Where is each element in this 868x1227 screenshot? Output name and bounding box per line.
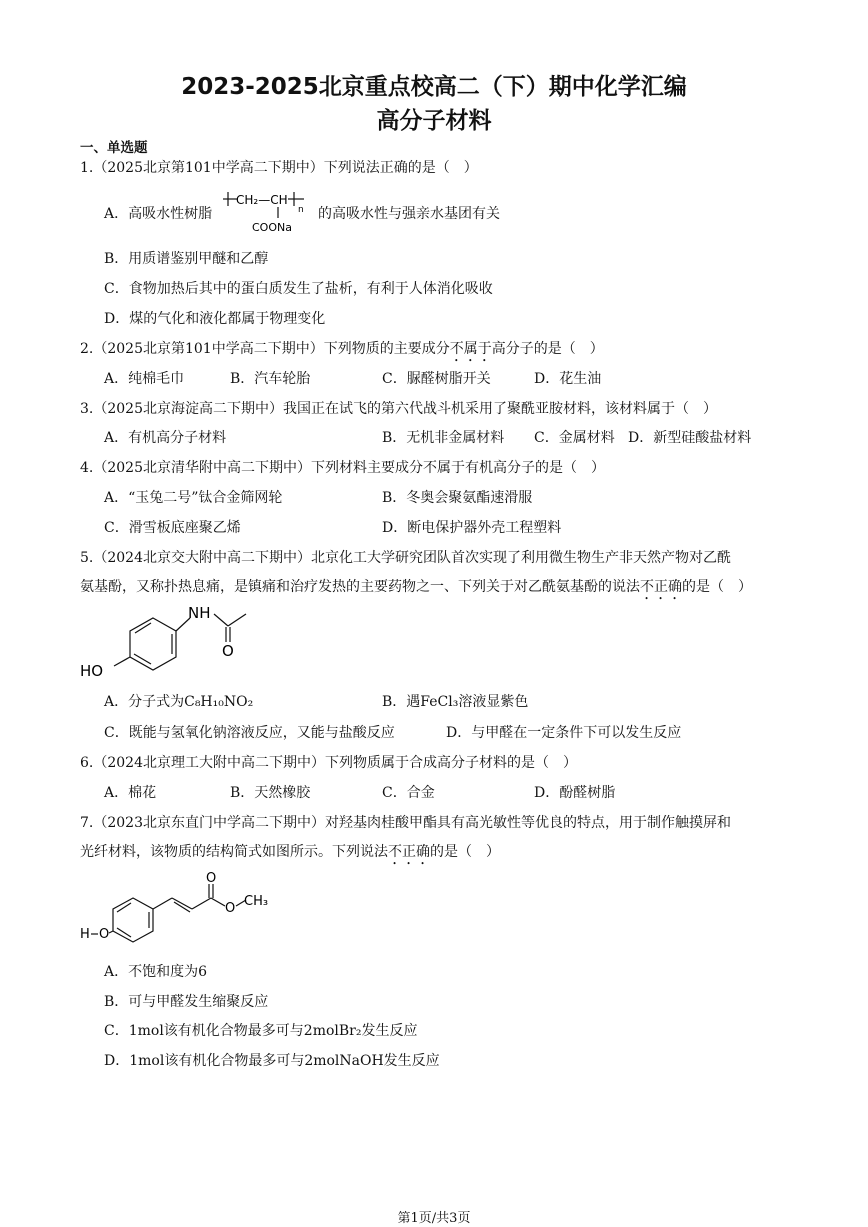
question-7-stem-post: 的是（ ） — [430, 844, 500, 860]
polymer-n-label: n — [298, 205, 304, 215]
question-7-stem-line1: 7.（2023北京东直门中学高二下期中）对羟基肉桂酸甲酯具有高光敏性等优良的特点，用于制作触摸屏和 — [80, 815, 731, 831]
carbonyl-o-label: O — [222, 642, 234, 660]
document-title: 2023-2025北京重点校高二（下）期中化学汇编 — [181, 74, 687, 100]
question-3-option-c: C．金属材料 — [534, 430, 615, 446]
section-heading: 一、单选题 — [80, 140, 148, 156]
question-6-option-b: B．天然橡胶 — [230, 785, 311, 801]
question-2-stem-post: 高分子的是（ ） — [491, 341, 604, 357]
question-3-option-b: B．无机非金属材料 — [382, 430, 505, 446]
page-footer: 第1页/共3页 — [397, 1211, 471, 1226]
polymer-sub-label: COONa — [252, 221, 292, 234]
question-7-stem-line2 — [80, 841, 500, 868]
question-4-stem: 4.（2025北京清华附中高二下期中）下列材料主要成分不属于有机高分子的是（ ） — [80, 460, 605, 476]
question-5-option-d: D．与甲醛在一定条件下可以发生反应 — [446, 725, 682, 741]
question-6-option-d: D．酚醛树脂 — [534, 785, 616, 801]
question-7-option-a: A．不饱和度为6 — [104, 964, 208, 980]
question-7-option-b: B．可与甲醛发生缩聚反应 — [104, 994, 269, 1010]
question-3-stem: 3.（2025北京海淀高二下期中）我国正在试飞的第六代战斗机采用了聚酰亚胺材料，该材料属于（ ） — [80, 401, 717, 417]
ho-label: HO — [80, 662, 104, 680]
question-6-stem: 6.（2024北京理工大附中高二下期中）下列物质属于合成高分子材料的是（ ） — [80, 755, 577, 771]
ester-o-label: O — [225, 901, 236, 916]
phenol-o-label: O — [99, 927, 110, 942]
document-subtitle: 高分子材料 — [376, 108, 492, 134]
question-5-stem-post: 的是（ ） — [682, 579, 752, 595]
polymer-top-label: CH₂—CH — [236, 193, 288, 207]
question-5-option-b: B．遇FeCl₃溶液显紫色 — [382, 694, 529, 710]
question-7-stem-pre: 光纤材料，该物质的结构简式如图所示。下列说法 — [80, 844, 388, 860]
methyl-label: CH₃ — [244, 894, 269, 909]
question-4-option-d: D．断电保护器外壳工程塑料 — [382, 520, 562, 536]
question-1-option-d: D．煤的气化和液化都属于物理变化 — [104, 311, 326, 327]
question-7-stem-emphasis: 不正确 — [388, 844, 430, 860]
question-5-option-a: A．分子式为C₈H₁₀NO₂ — [104, 694, 254, 710]
question-2-option-c: C．脲醛树脂开关 — [382, 371, 491, 387]
question-7-option-d: D．1mol该有机化合物最多可与2molNaOH发生反应 — [104, 1053, 440, 1069]
question-5-stem-emphasis: 不正确 — [640, 579, 682, 595]
methyl-coumarate-structure-icon — [78, 868, 278, 948]
question-2-option-b: B．汽车轮胎 — [230, 371, 311, 387]
question-4-option-b: B．冬奥会聚氨酯速滑服 — [382, 490, 533, 506]
polymer-structure-icon — [222, 186, 318, 236]
question-7-option-c: C．1mol该有机化合物最多可与2molBr₂发生反应 — [104, 1023, 418, 1039]
acetaminophen-structure-icon — [78, 600, 258, 682]
question-5-stem-line1: 5.（2024北京交大附中高二下期中）北京化工大学研究团队首次实现了利用微生物生产非天然产物对乙酰 — [80, 550, 731, 566]
question-3-option-a: A．有机高分子材料 — [104, 430, 227, 446]
question-4-option-a: A．“玉兔二号”钛合金筛网轮 — [104, 490, 283, 506]
question-2-stem-emphasis: 不属于 — [449, 341, 492, 357]
question-2-stem-pre: 2.（2025北京第101中学高二下期中）下列物质的主要成分 — [80, 341, 450, 357]
question-2-stem — [80, 338, 604, 365]
question-2-option-a: A．纯棉毛巾 — [104, 371, 185, 387]
question-5-stem-line2 — [80, 576, 752, 603]
question-6-option-a: A．棉花 — [104, 785, 157, 801]
h-label: H — [80, 927, 90, 942]
question-1-option-c: C．食物加热后其中的蛋白质发生了盐析，有利于人体消化吸收 — [104, 281, 493, 297]
question-1-option-a-prefix: A．高吸水性树脂 — [104, 206, 213, 222]
nh-label: NH — [188, 604, 211, 622]
question-4-option-c: C．滑雪板底座聚乙烯 — [104, 520, 241, 536]
question-3-option-d: D．新型硅酸盐材料 — [628, 430, 752, 446]
question-5-option-c: C．既能与氢氧化钠溶液反应，又能与盐酸反应 — [104, 725, 395, 741]
question-1-option-a-suffix: 的高吸水性与强亲水基团有关 — [318, 206, 500, 222]
question-2-option-d: D．花生油 — [534, 371, 602, 387]
question-6-option-c: C．合金 — [382, 785, 435, 801]
question-1-option-b: B．用质谱鉴别甲醚和乙醇 — [104, 251, 269, 267]
question-5-stem-pre: 氨基酚，又称扑热息痛，是镇痛和治疗发热的主要药物之一、下列关于对乙酰氨基酚的说法 — [80, 579, 640, 595]
carbonyl-o-label: O — [206, 871, 217, 886]
question-1-stem: 1.（2025北京第101中学高二下期中）下列说法正确的是（ ） — [80, 160, 478, 176]
